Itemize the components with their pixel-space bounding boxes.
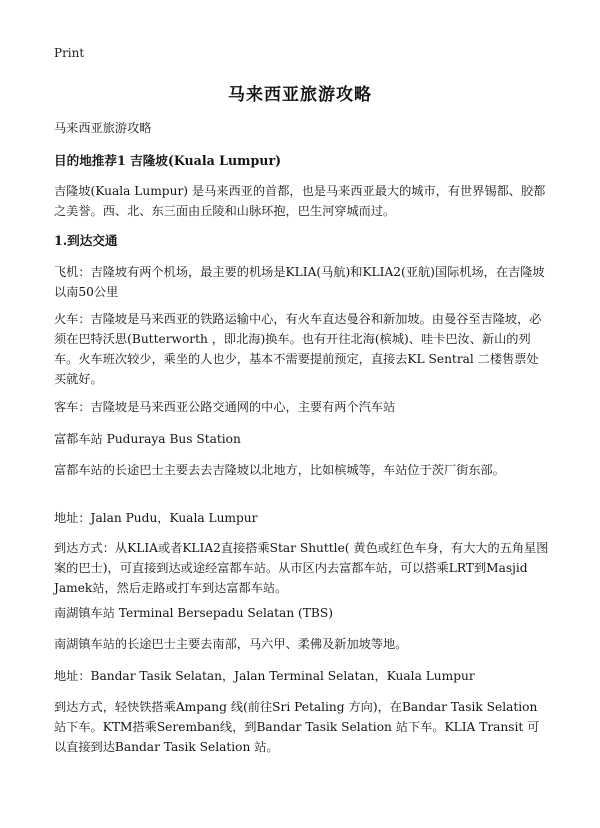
tbs-station-route: 到达方式，轻快铁搭乘Ampang 线(前往Sri Petaling 方向)，在Bandar Tasik Selation 站下车。KTM搭乘Seremban线，到Bandar Tasik Selation 站下车。KLIA Transit 可以直接到达Bandar Tasik Selation 站。 [54, 700, 540, 754]
pudu-station-name: 富都车站 Puduraya Bus Station [54, 432, 241, 446]
destination-heading: 目的地推荐1 吉隆坡(Kuala Lumpur) [54, 153, 282, 168]
document-subtitle: 马来西亚旅游攻略 [54, 121, 152, 135]
page-title: 马来西亚旅游攻略 [228, 85, 372, 105]
plane-paragraph: 飞机：吉隆坡有两个机场，最主要的机场是KLIA(马航)和KLIA2(亚航)国际机场，在吉隆坡以南50公里 [54, 265, 545, 299]
tbs-station-description: 南湖镇车站的长途巴士主要去南部，马六甲、柔佛及新加坡等地。 [54, 637, 408, 651]
transport-heading: 1.到达交通 [54, 233, 118, 248]
tbs-station-name: 南湖镇车站 Terminal Bersepadu Selatan (TBS) [54, 606, 333, 620]
pudu-station-route: 到达方式：从KLIA或者KLIA2直接搭乘Star Shuttle( 黄色或红色车身，有大大的五角星图案的巴士)，可直接到达或途经富都车站。从市区内去富都车站，可以搭乘LRT到Masjid Jamek站，然后走路或打车到达富都车站。 [54, 541, 549, 595]
pudu-station-address: 地址：Jalan Pudu，Kuala Lumpur [54, 511, 258, 525]
train-paragraph: 火车：吉隆坡是马来西亚的铁路运输中心，有火车直达曼谷和新加坡。由曼谷至吉隆坡，必须在巴特沃思(Butterworth ，即北海)换车。也有开往北海(槟城)、哇卡巴汝、新山的列车。火车班次较少，乘坐的人也少，基本不需要提前预定，直接去KL Sentral 二楼售票处买就好。 [54, 312, 542, 386]
print-link[interactable]: Print [54, 46, 85, 60]
bus-paragraph: 客车：吉隆坡是马来西亚公路交通网的中心，主要有两个汽车站 [54, 400, 396, 414]
intro-paragraph: 吉隆坡(Kuala Lumpur) 是马来西亚的首都，也是马来西亚最大的城市，有世界锡都、胶都之美誉。西、北、东三面由丘陵和山脉环抱，巴生河穿城而过。 [54, 184, 546, 218]
pudu-station-description: 富都车站的长途巴士主要去去吉隆坡以北地方，比如槟城等，车站位于茨厂街东部。 [54, 463, 505, 477]
tbs-station-address: 地址：Bandar Tasik Selatan，Jalan Terminal Selatan，Kuala Lumpur [54, 669, 475, 683]
